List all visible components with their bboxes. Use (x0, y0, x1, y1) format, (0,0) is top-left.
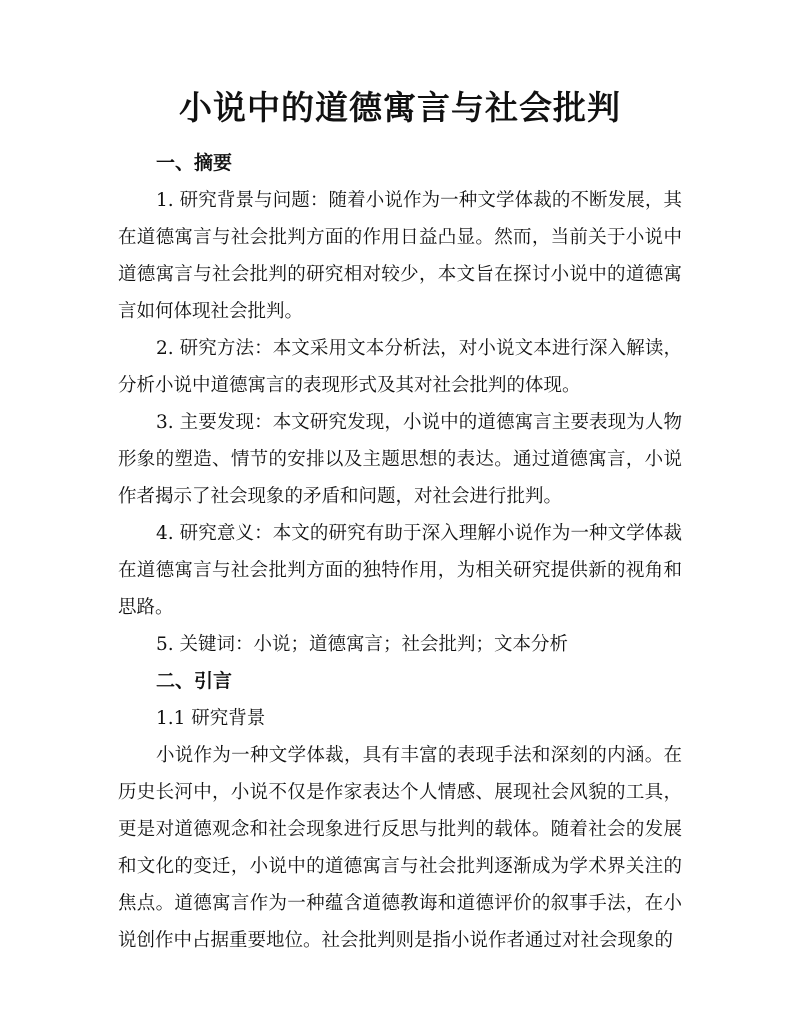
abstract-item-background: 1. 研究背景与问题：随着小说作为一种文学体裁的不断发展，其在道德寓言与社会批判方面的作用日益凸显。然而，当前关于小说中道德寓言与社会批判的研究相对较少，本文旨在探讨小说中的道德寓言如何体现社会批判。 (118, 190, 682, 322)
subsection-heading-background: 1.1 研究背景 (156, 708, 266, 729)
abstract-item-keywords: 5. 关键词：小说；道德寓言；社会批判；文本分析 (156, 634, 569, 655)
introduction-paragraph: 小说作为一种文学体裁，具有丰富的表现手法和深刻的内涵。在历史长河中，小说不仅是作家表达个人情感、展现社会风貌的工具，更是对道德观念和社会现象进行反思与批判的载体。随着社会的发展和文化的变迁，小说中的道德寓言与社会批判逐渐成为学术界关注的焦点。道德寓言作为一种蕴含道德教诲和道德评价的叙事手法，在小说创作中占据重要地位。社会批判则是指小说作者通过对社会现象的 (118, 745, 682, 951)
abstract-item-significance: 4. 研究意义：本文的研究有助于深入理解小说作为一种文学体裁在道德寓言与社会批判方面的独特作用，为相关研究提供新的视角和思路。 (118, 523, 682, 618)
section-heading-abstract: 一、摘要 (156, 152, 233, 174)
document-title: 小说中的道德寓言与社会批判 (179, 88, 621, 127)
section-heading-introduction: 二、引言 (156, 670, 233, 692)
document-body (118, 145, 682, 959)
abstract-item-method: 2. 研究方法：本文采用文本分析法，对小说文本进行深入解读，分析小说中道德寓言的表现形式及其对社会批判的体现。 (118, 338, 682, 396)
abstract-item-findings: 3. 主要发现：本文研究发现，小说中的道德寓言主要表现为人物形象的塑造、情节的安排以及主题思想的表达。通过道德寓言，小说作者揭示了社会现象的矛盾和问题，对社会进行批判。 (118, 412, 682, 507)
